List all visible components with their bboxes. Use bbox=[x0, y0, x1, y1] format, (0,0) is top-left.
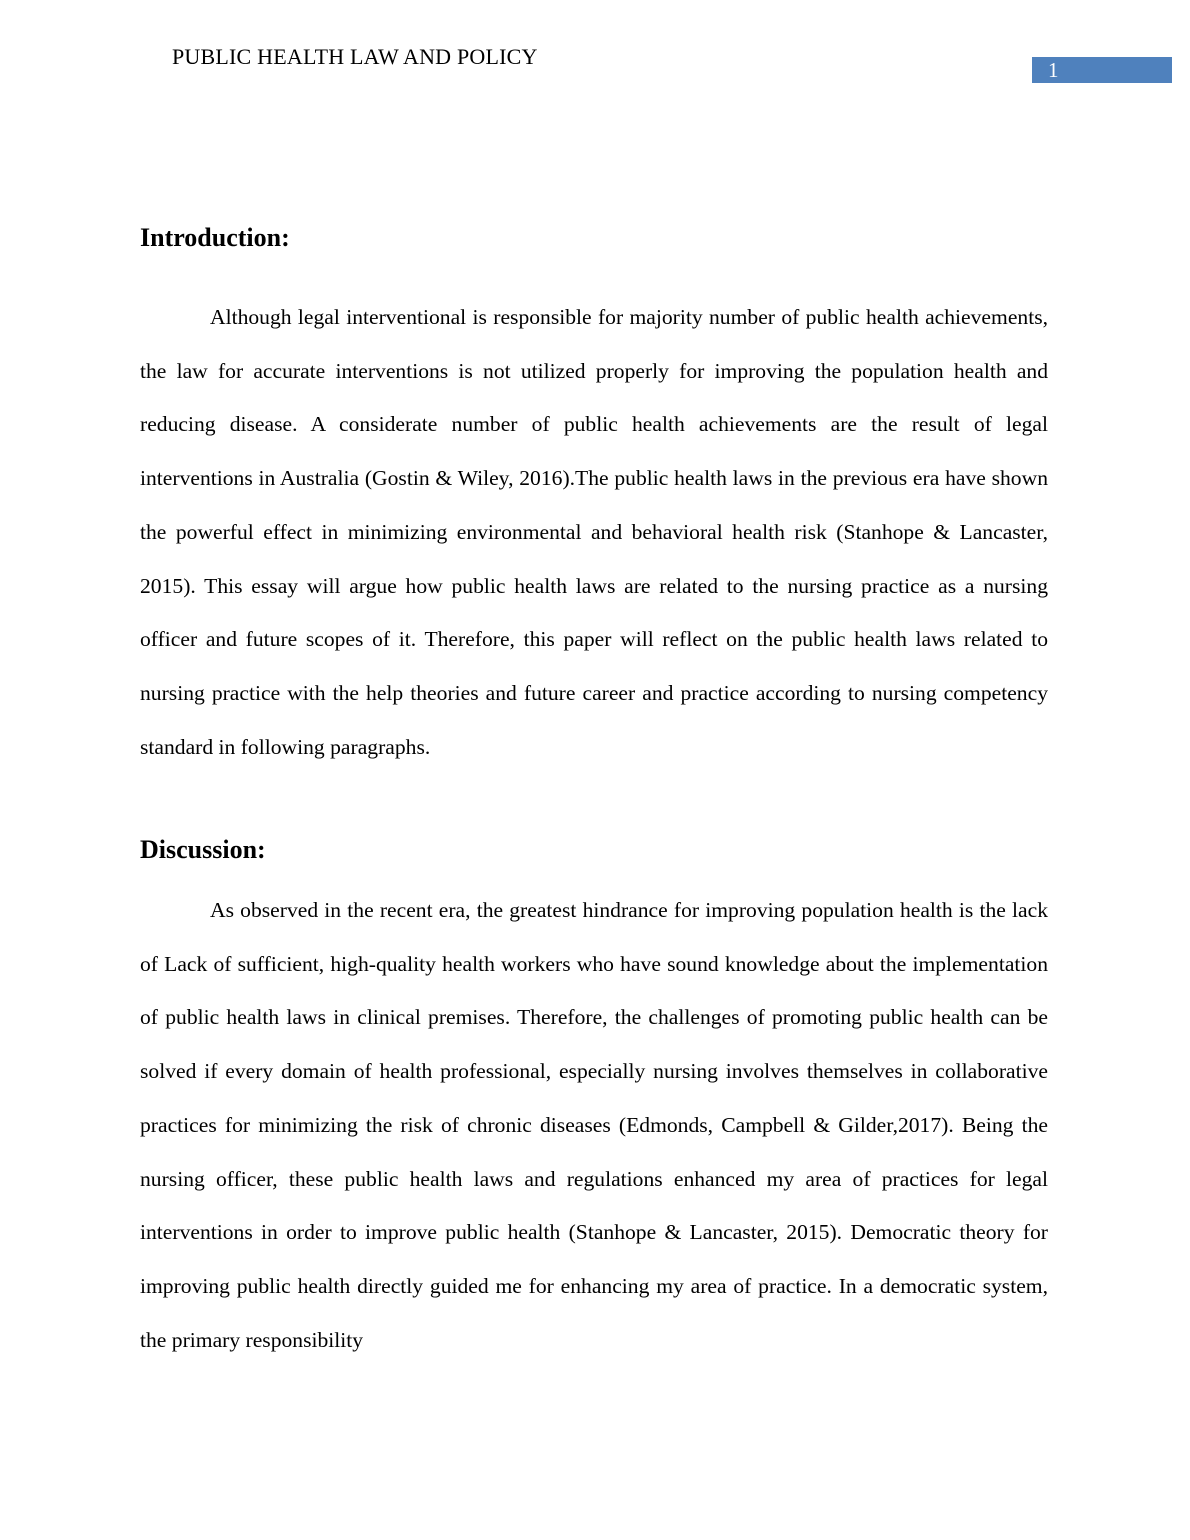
section-heading-introduction: Introduction: bbox=[140, 223, 290, 252]
running-head: PUBLIC HEALTH LAW AND POLICY bbox=[172, 44, 538, 69]
page-number: 1 bbox=[1048, 58, 1059, 82]
discussion-paragraph: As observed in the recent era, the greatest hindrance for improving population health is the lack of Lack of sufficient, high-quality health workers who have sound knowledge about the implementation of public health laws in clinical premises. Therefore, the challenges of promoting public health can be solved if every domain of health professional, especially nursing involves themselves in collaborative practices for minimizing the risk of chronic diseases (Edmonds, Campbell & Gilder,2017). Being the nursing officer, these public health laws and regulations enhanced my area of practices for legal interventions in order to improve public health (Stanhope & Lancaster, 2015). Democratic theory for improving public health directly guided me for enhancing my area of practice. In a democratic system, the primary responsibility bbox=[140, 898, 1048, 1352]
introduction-paragraph: Although legal interventional is responsible for majority number of public health achievements, the law for accurate interventions is not utilized properly for improving the population health and reducing disease. A considerate number of public health achievements are the result of legal interventions in Australia (Gostin & Wiley, 2016).The public health laws in the previous era have shown the powerful effect in minimizing environmental and behavioral health risk (Stanhope & Lancaster, 2015). This essay will argue how public health laws are related to the nursing practice as a nursing officer and future scopes of it. Therefore, this paper will reflect on the public health laws related to nursing practice with the help theories and future career and practice according to nursing competency standard in following paragraphs. bbox=[140, 305, 1048, 759]
section-heading-discussion: Discussion: bbox=[140, 835, 266, 864]
page-number-box bbox=[1032, 57, 1172, 83]
